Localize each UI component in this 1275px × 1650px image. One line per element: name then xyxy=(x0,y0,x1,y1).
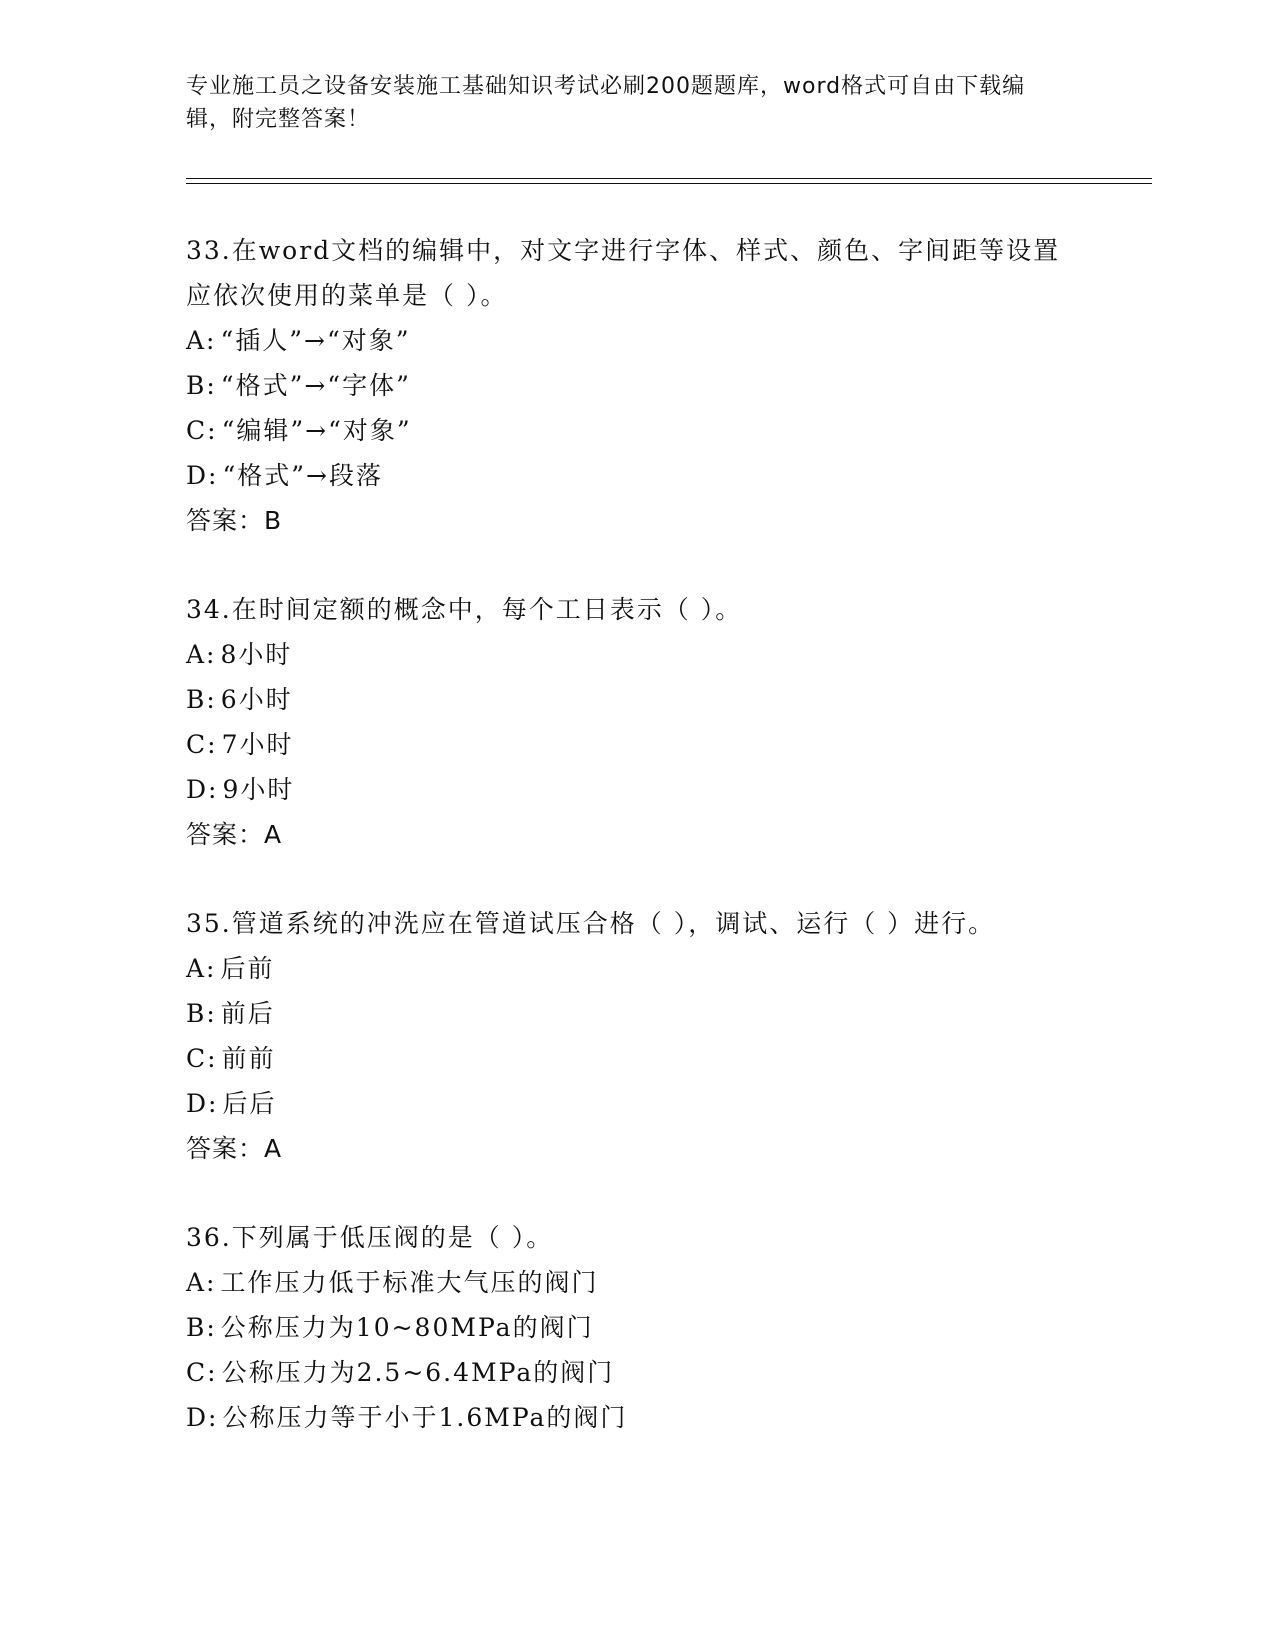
option-text: 8小时 xyxy=(220,640,293,669)
question-stem: 34.在时间定额的概念中，每个工日表示（ ）。 xyxy=(186,595,743,624)
option-a xyxy=(186,946,1086,991)
option-c xyxy=(186,1036,1086,1081)
option-key: D: xyxy=(186,1403,219,1432)
option-text: 9小时 xyxy=(222,775,295,804)
option-text: 前后 xyxy=(220,999,275,1028)
answer-line: 答案：A xyxy=(186,1134,283,1163)
option-key: B: xyxy=(186,371,217,400)
document-header: 专业施工员之设备安装施工基础知识考试必刷200题题库，word格式可自由下载编辑，附完整答案！ xyxy=(186,74,1026,132)
question-36 xyxy=(186,1215,1086,1440)
option-key: B: xyxy=(186,1313,217,1342)
option-b xyxy=(186,991,1086,1036)
option-a xyxy=(186,1260,1086,1305)
option-key: A: xyxy=(186,954,217,983)
option-c xyxy=(186,722,1086,767)
option-key: A: xyxy=(186,640,217,669)
answer-line: 答案：B xyxy=(186,506,283,535)
option-a xyxy=(186,632,1086,677)
question-33 xyxy=(186,228,1086,543)
option-key: A: xyxy=(186,326,217,355)
option-d xyxy=(186,767,1086,812)
question-stem: 36.下列属于低压阀的是（ ）。 xyxy=(186,1223,554,1252)
option-c xyxy=(186,408,1086,453)
option-d xyxy=(186,1395,1086,1440)
option-a xyxy=(186,318,1086,363)
option-key: C: xyxy=(186,1044,218,1073)
option-text: “格式”→段落 xyxy=(222,461,383,490)
option-c xyxy=(186,1350,1086,1395)
option-text: 后前 xyxy=(220,954,275,983)
option-text: 公称压力为10~80MPa的阀门 xyxy=(220,1313,594,1342)
option-key: D: xyxy=(186,1089,219,1118)
option-key: C: xyxy=(186,1358,218,1387)
question-list xyxy=(186,228,1086,1484)
option-text: 7小时 xyxy=(221,730,294,759)
option-text: 后后 xyxy=(222,1089,277,1118)
header-divider-top xyxy=(186,178,1152,179)
option-key: D: xyxy=(186,461,219,490)
header-divider-bottom xyxy=(186,183,1152,184)
option-text: 工作压力低于标准大气压的阀门 xyxy=(220,1268,599,1297)
option-text: “插人”→“对象” xyxy=(220,326,411,355)
option-b xyxy=(186,1305,1086,1350)
option-key: C: xyxy=(186,730,218,759)
answer-line: 答案：A xyxy=(186,820,283,849)
question-stem: 33.在word文档的编辑中，对文字进行字体、样式、颜色、字间距等设置应依次使用的菜单是（ ）。 xyxy=(186,236,1061,310)
option-b xyxy=(186,677,1086,722)
option-key: B: xyxy=(186,685,217,714)
option-b xyxy=(186,363,1086,408)
question-stem: 35.管道系统的冲洗应在管道试压合格（ ），调试、运行（ ）进行。 xyxy=(186,909,996,938)
option-text: 6小时 xyxy=(220,685,293,714)
option-text: 前前 xyxy=(221,1044,276,1073)
option-text: 公称压力为2.5~6.4MPa的阀门 xyxy=(221,1358,615,1387)
option-key: B: xyxy=(186,999,217,1028)
option-d xyxy=(186,453,1086,498)
option-key: A: xyxy=(186,1268,217,1297)
option-text: “编辑”→“对象” xyxy=(221,416,412,445)
question-34 xyxy=(186,587,1086,857)
option-d xyxy=(186,1081,1086,1126)
option-key: D: xyxy=(186,775,219,804)
option-text: 公称压力等于小于1.6MPa的阀门 xyxy=(222,1403,628,1432)
question-35 xyxy=(186,901,1086,1171)
option-key: C: xyxy=(186,416,218,445)
option-text: “格式”→“字体” xyxy=(220,371,411,400)
